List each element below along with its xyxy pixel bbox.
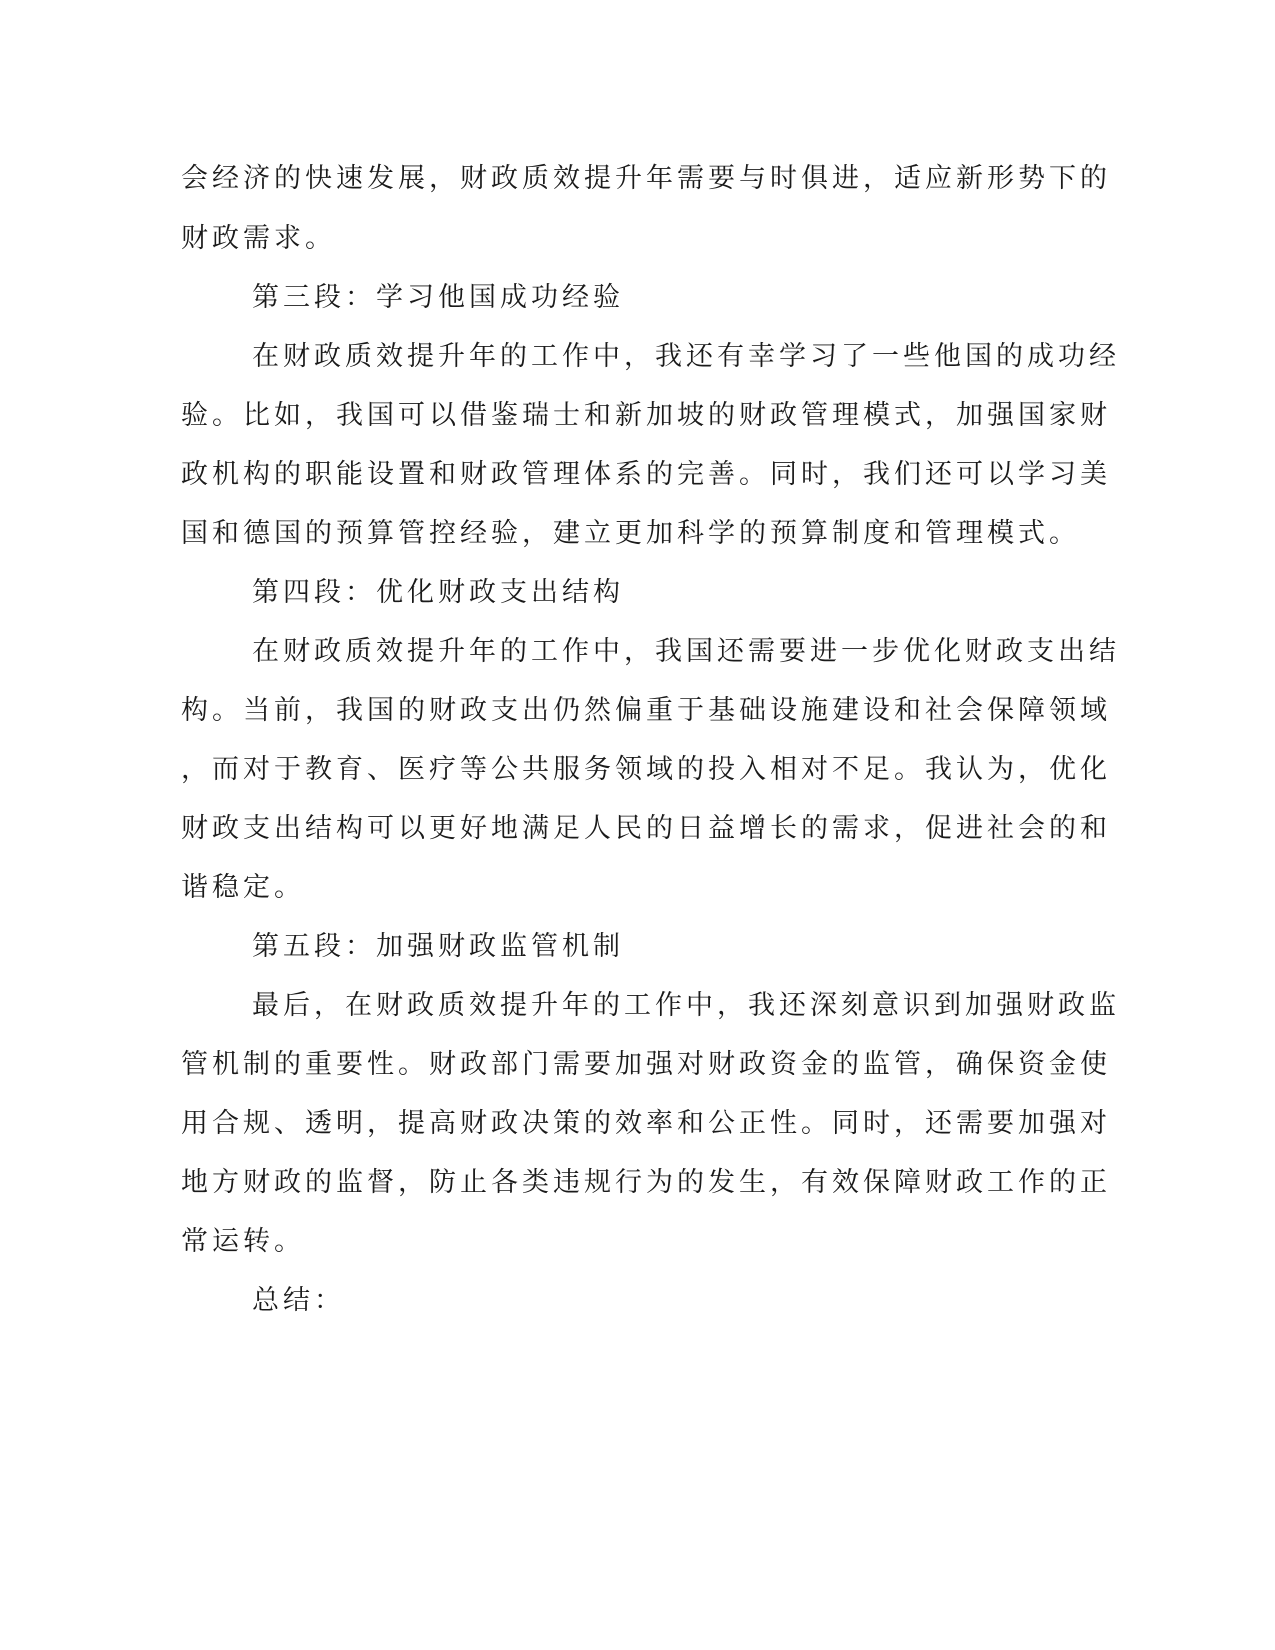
paragraph-line: 在财政质效提升年的工作中，我国还需要进一步优化财政支出结 (252, 636, 1120, 667)
section-heading-4: 第四段：优化财政支出结构 (252, 577, 624, 608)
paragraph-line: 地方财政的监督，防止各类违规行为的发生，有效保障财政工作的正 (181, 1167, 1111, 1198)
paragraph-line: 国和德国的预算管控经验，建立更加科学的预算制度和管理模式。 (181, 518, 1080, 549)
paragraph-line: 财政支出结构可以更好地满足人民的日益增长的需求，促进社会的和 (181, 813, 1111, 844)
paragraph-line: 谐稳定。 (181, 872, 305, 903)
paragraph-line: ，而对于教育、医疗等公共服务领域的投入相对不足。我认为，优化 (181, 754, 1111, 785)
paragraph-line: 会经济的快速发展，财政质效提升年需要与时俱进，适应新形势下的 (181, 163, 1111, 194)
summary-heading: 总结： (252, 1285, 345, 1316)
paragraph-line: 最后，在财政质效提升年的工作中，我还深刻意识到加强财政监 (252, 990, 1120, 1021)
paragraph-line: 常运转。 (181, 1226, 305, 1257)
paragraph-line: 财政需求。 (181, 223, 336, 254)
paragraph-line: 验。比如，我国可以借鉴瑞士和新加坡的财政管理模式，加强国家财 (181, 400, 1111, 431)
section-heading-3: 第三段：学习他国成功经验 (252, 282, 624, 313)
paragraph-line: 构。当前，我国的财政支出仍然偏重于基础设施建设和社会保障领域 (181, 695, 1111, 726)
paragraph-line: 管机制的重要性。财政部门需要加强对财政资金的监管，确保资金使 (181, 1049, 1111, 1080)
paragraph-line: 在财政质效提升年的工作中，我还有幸学习了一些他国的成功经 (252, 341, 1120, 372)
section-heading-5: 第五段：加强财政监管机制 (252, 931, 624, 962)
paragraph-line: 用合规、透明，提高财政决策的效率和公正性。同时，还需要加强对 (181, 1108, 1111, 1139)
paragraph-line: 政机构的职能设置和财政管理体系的完善。同时，我们还可以学习美 (181, 459, 1111, 490)
